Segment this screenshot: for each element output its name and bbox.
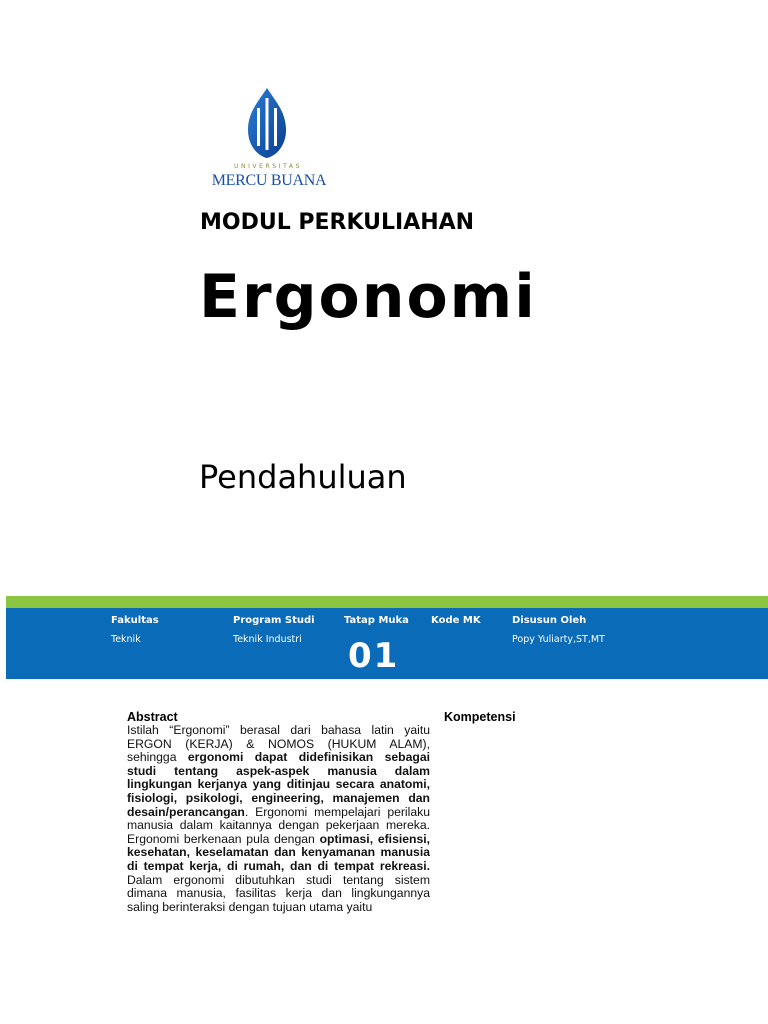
abstract-segment: Istilah “Ergonomi” berasal dari bahasa latin yaitu ERGON (KERJA) & NOMOS (HUKUM ALAM), sehingga [127,723,430,765]
fakultas-cell [111,615,159,645]
modul-label: MODUL PERKULIAHAN [200,210,475,235]
abstract-segment-bold: ergonomi dapat didefinisikan sebagai studi tentang aspek-aspek manusia dalam lingkungan kerjanya yang ditinjau secara anatomi, fisiologi, psikologi, engineering, manajemen dan desain/perancangan [127,750,430,819]
logo-university-name: MERCU BUANA [211,172,327,189]
disusun-oleh-cell [512,615,605,645]
abstract-title: Abstract [127,710,178,724]
abstract-body [127,724,430,914]
topic-title: Pendahuluan [199,458,407,496]
course-title: Ergonomi [199,262,537,332]
fakultas-value: Teknik [111,634,141,645]
abstract-segment-bold: optimasi, efisiensi, kesehatan, keselamatan dan kenyamanan manusia di tempat kerja, di rumah, dan di tempat rekreasi. [127,831,431,873]
university-logo [200,88,332,192]
info-band [6,608,768,679]
logo-small-text: UNIVERSITAS [233,163,302,170]
abstract-section [127,710,430,914]
program-studi-cell [233,615,315,645]
tatap-muka-cell [344,615,409,626]
tatap-muka-value: 01 [348,636,400,676]
program-studi-label: Program Studi [233,615,315,626]
kompetensi-title: Kompetensi [444,710,516,724]
abstract-segment: Dalam ergonomi dibutuhkan studi tentang sistem dimana manusia, fasilitas kerja dan lingkungannya saling berinteraksi dengan tujuan utama yaitu [127,872,430,914]
disusun-oleh-value: Popy Yuliarty,ST,MT [512,634,605,645]
tatap-muka-label: Tatap Muka [344,615,409,626]
program-studi-value: Teknik Industri [233,634,302,645]
kode-mk-cell [431,615,481,634]
logo-emblem-icon [244,88,290,158]
accent-bar [6,596,768,608]
disusun-oleh-label: Disusun Oleh [512,615,587,626]
kode-mk-label: Kode MK [431,615,481,626]
abstract-segment: . Ergonomi mempelajari perilaku manusia dalam kaitannya dengan pekerjaan mereka. Ergonomi berkenaan pula dengan [127,804,430,846]
fakultas-label: Fakultas [111,615,159,626]
